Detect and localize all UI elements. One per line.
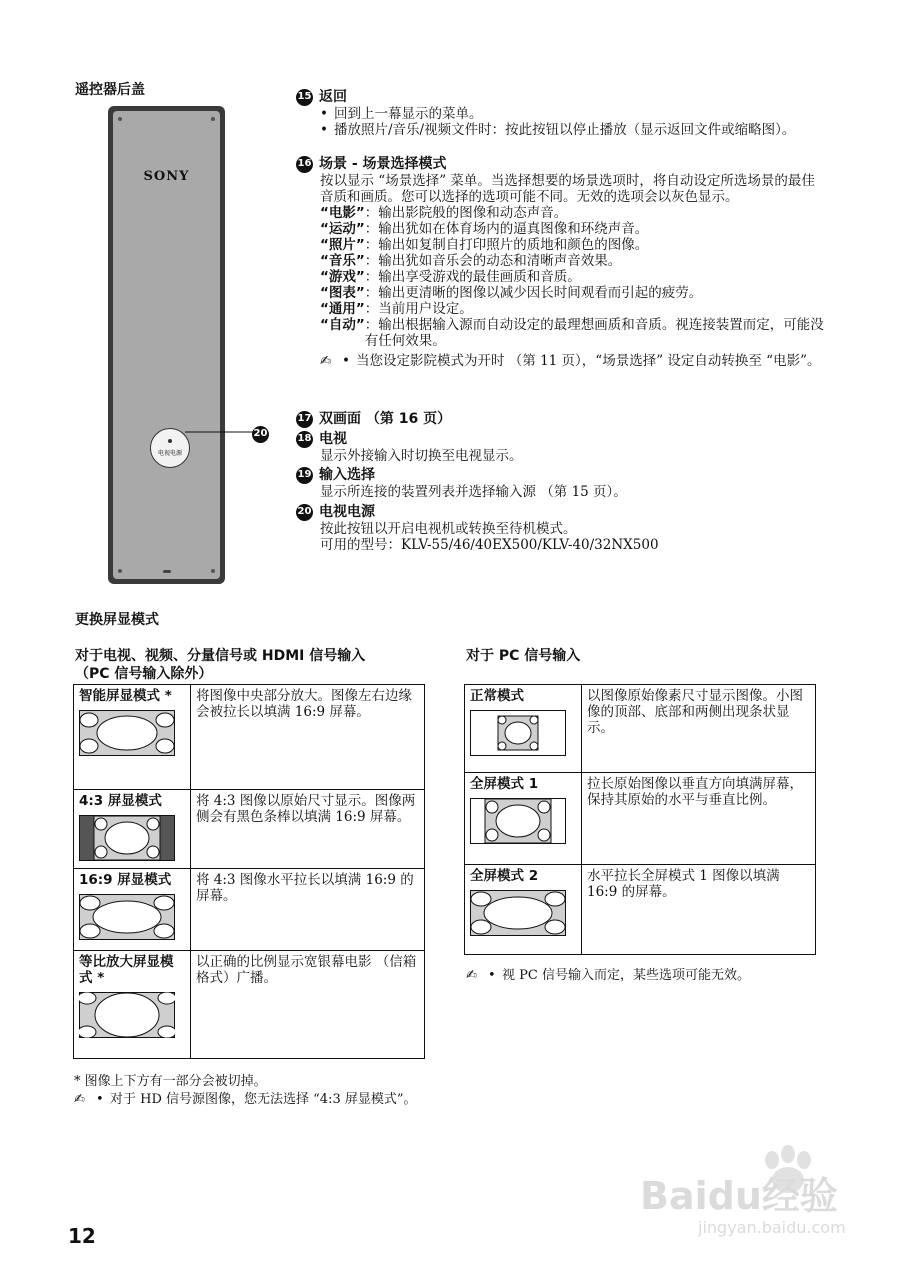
- scene-name: “游戏”: [320, 269, 365, 285]
- brand-logo: SONY: [143, 169, 190, 184]
- item-17-number: 17: [296, 411, 313, 428]
- item-15-bullet: 播放照片/音乐/视频文件时：按此按钮以停止播放（显示返回文件或缩略图）。: [334, 122, 796, 138]
- item-15-title: 返回: [319, 89, 347, 105]
- tv-modes-table: [73, 684, 425, 1059]
- mode-desc: 将 4:3 图像水平拉长以填满 16:9 的屏幕。: [191, 869, 425, 951]
- footnote-star: * 图像上下方有一部分会被切掉。: [74, 1074, 267, 1089]
- item-15-number: 15: [296, 89, 313, 106]
- table-row: [465, 865, 816, 955]
- mode-name: 等比放大屏显模式 *: [79, 954, 174, 986]
- callout-20-badge: 20: [252, 426, 269, 443]
- item-16-title: 场景 - 场景选择模式: [319, 156, 447, 172]
- note-pencil-icon: ✍: [320, 353, 332, 369]
- scene-name: “音乐”: [320, 253, 365, 269]
- note-left: ✍ • 对于 HD 信号源图像，您无法选择 “4:3 屏显模式”。: [74, 1092, 417, 1107]
- mode-name: 4:3 屏显模式: [79, 793, 162, 809]
- item-18-number: 18: [296, 431, 313, 448]
- note-left-text: 对于 HD 信号源图像，您无法选择 “4:3 屏显模式”。: [110, 1092, 417, 1107]
- item-19-text: 显示所连接的装置列表并选择输入源 （第 15 页）。: [320, 484, 627, 500]
- tv-power-button-label: 电视电源: [157, 450, 182, 457]
- watermark-url: jingyan.baidu.com: [698, 1218, 846, 1237]
- pc-modes-table: [464, 684, 816, 955]
- scene-desc: ：输出根据输入源而自动设定的最理想画质和音质。视连接装置而定，可能没有任何效果。: [364, 317, 824, 349]
- right-heading: 对于 PC 信号输入: [466, 648, 581, 664]
- item-17-title: 双画面 （第 16 页）: [319, 411, 452, 427]
- mode-desc: 拉长原始图像以垂直方向填满屏幕，保持其原始的水平与垂直比例。: [582, 773, 816, 865]
- left-heading-1: 对于电视、视频、分量信号或 HDMI 信号输入: [75, 648, 366, 664]
- full1-mode-diagram: [470, 798, 566, 844]
- mode-name: 16:9 屏显模式: [79, 872, 172, 888]
- item-19-number: 19: [296, 467, 313, 484]
- mode-desc: 以正确的比例显示宽银幕电影 （信箱格式）广播。: [191, 951, 425, 1059]
- mode-desc: 将图像中央部分放大。图像左右边缘会被拉长以填满 16:9 屏幕。: [191, 685, 425, 790]
- item-16: 16 场景 - 场景选择模式 按以显示 “场景选择” 菜单。当选择想要的场景选项时，将自动设定所选场景的最佳音质和画质。您可以选择的选项可能不同。无效的选项会以灰色显示。 “电影” ：输出影院般的图像和动态声音。 “运动” ：输出犹如在体育场内的逼真图像和环绕声音。 “照片” ：输出如复制自打印照片的质地和颜色的图像。 “音乐” ：输出犹如音乐会的动态和清晰声音效果。 “游戏” ：输出享受游戏的最佳画质和音质。 “图表” ：输出更清晰的图像以减少因长时间观看而引起的疲劳。 “通用” ：当前用户设定。 “自动” ：输出根据输入源而自动设定的最理想画质和音质。视连接装置而定，可能没有任何效果。 ✍ • 当您设定影院模式为开时 （第 11 页），“场景选择” 设定自动转换至 “电影”。: [296, 155, 826, 369]
- item-17: [296, 410, 826, 428]
- mode-desc: 水平拉长全屏模式 1 图像以填满 16:9 的屏幕。: [582, 865, 816, 955]
- scene-desc: ：输出犹如在体育场内的逼真图像和环绕声音。: [364, 221, 649, 237]
- scene-name: “运动”: [320, 221, 365, 237]
- wide-zoom-diagram: [79, 710, 175, 756]
- mode-name: 正常模式: [470, 688, 524, 704]
- remote-section-title: 遥控器后盖: [75, 82, 145, 98]
- full2-mode-diagram: [470, 890, 566, 936]
- full-16-9-diagram: [79, 894, 175, 940]
- mode-name: 智能屏显模式 *: [79, 688, 172, 704]
- item-20-title: 电视电源: [319, 504, 375, 520]
- item-19: [296, 466, 826, 500]
- note-pencil-icon: ✍: [466, 968, 477, 983]
- item-20-models: 可用的型号：KLV-55/46/40EX500/KLV-40/32NX500: [320, 537, 659, 553]
- scene-name: “电影”: [320, 205, 365, 221]
- table-row: [74, 951, 425, 1059]
- left-heading-2: （PC 信号输入除外）: [75, 666, 213, 682]
- mode-desc: 将 4:3 图像以原始尺寸显示。图像两侧会有黑色条棒以填满 16:9 屏幕。: [191, 790, 425, 869]
- note-pencil-icon: ✍: [74, 1092, 85, 1107]
- note-right: ✍ • 视 PC 信号输入而定，某些选项可能无效。: [466, 968, 750, 983]
- zoom-diagram: [79, 992, 175, 1038]
- item-20-text: 按此按钮以开启电视机或转换至待机模式。: [320, 521, 577, 537]
- mode-name: 全屏模式 1: [470, 776, 539, 792]
- scene-desc: ：当前用户设定。: [364, 301, 473, 317]
- page-number: 12: [68, 1224, 96, 1248]
- mode-name: 全屏模式 2: [470, 868, 539, 884]
- item-18: [296, 430, 826, 464]
- scene-name: “图表”: [320, 285, 365, 301]
- table-row: [465, 685, 816, 773]
- item-16-number: 16: [296, 156, 313, 173]
- item-19-title: 输入选择: [319, 467, 375, 483]
- item-18-text: 显示外接输入时切换至电视显示。: [320, 448, 523, 464]
- scene-name: “照片”: [320, 237, 365, 253]
- item-16-intro: 按以显示 “场景选择” 菜单。当选择想要的场景选项时，将自动设定所选场景的最佳音质和画质。您可以选择的选项可能不同。无效的选项会以灰色显示。: [320, 173, 815, 205]
- scene-name: “自动”: [320, 317, 365, 333]
- section-title: 更换屏显模式: [75, 612, 159, 628]
- item-16-note: 当您设定影院模式为开时 （第 11 页），“场景选择” 设定自动转换至 “电影”。: [356, 353, 821, 369]
- scene-name: “通用”: [320, 301, 365, 317]
- note-right-text: 视 PC 信号输入而定，某些选项可能无效。: [502, 968, 750, 983]
- mode-desc: 以图像原始像素尺寸显示图像。小图像的顶部、底部和两侧出现条状显示。: [582, 685, 816, 773]
- item-20-number: 20: [296, 504, 313, 521]
- table-row: [74, 790, 425, 869]
- scene-desc: ：输出如复制自打印照片的质地和颜色的图像。: [364, 237, 649, 253]
- item-18-title: 电视: [319, 431, 347, 447]
- item-15: 15 返回 • 回到上一幕显示的菜单。 • 播放照片/音乐/视频文件时：按此按钮以停止播放（显示返回文件或缩略图）。: [297, 89, 796, 138]
- normal-4-3-diagram: [79, 815, 175, 861]
- item-20: [296, 503, 826, 553]
- watermark-brand: Baidu经验: [640, 1174, 838, 1218]
- table-row: [465, 773, 816, 865]
- remote-back-cover: [108, 106, 225, 584]
- table-row: [74, 685, 425, 790]
- scene-desc: ：输出影院般的图像和动态声音。: [364, 205, 568, 221]
- item-15-bullet: 回到上一幕显示的菜单。: [334, 106, 483, 122]
- scene-desc: ：输出犹如音乐会的动态和清晰声音效果。: [364, 253, 622, 269]
- scene-desc: ：输出更清晰的图像以减少因长时间观看而引起的疲劳。: [364, 285, 703, 301]
- baidu-watermark: [640, 1140, 880, 1240]
- normal-mode-diagram: [470, 710, 566, 756]
- table-row: [74, 869, 425, 951]
- scene-desc: ：输出享受游戏的最佳画质和音质。: [364, 269, 581, 285]
